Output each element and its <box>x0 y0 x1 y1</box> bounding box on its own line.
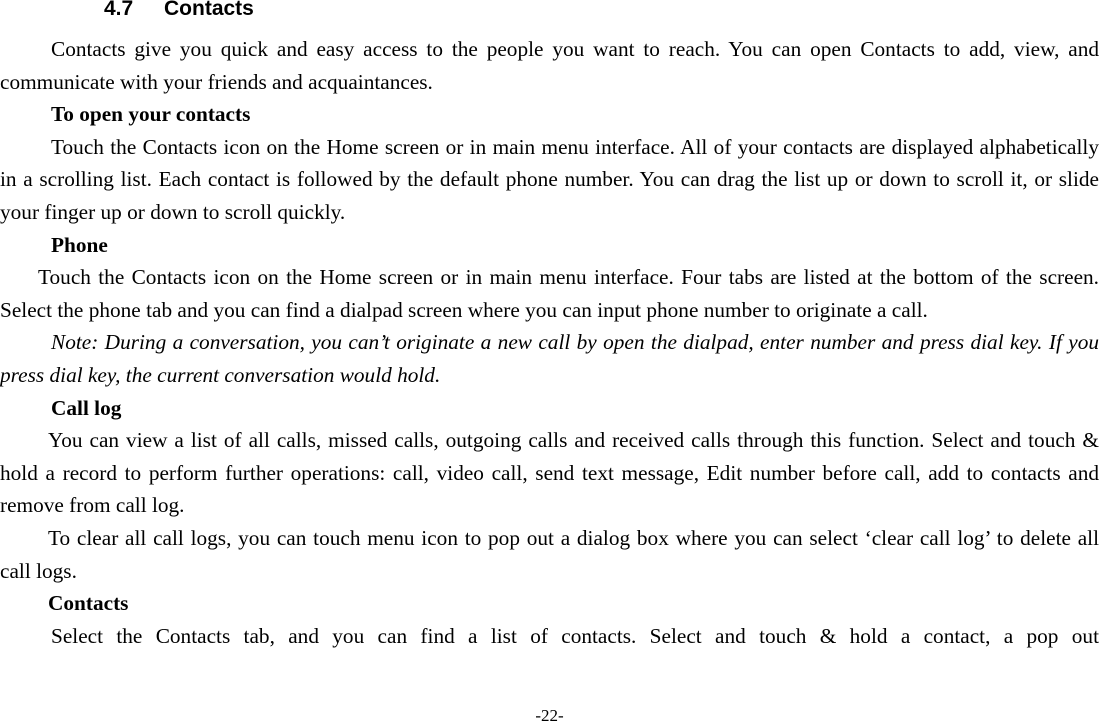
contacts-tab-heading: Contacts <box>48 591 129 616</box>
section-title: Contacts <box>164 0 254 20</box>
open-contacts-paragraph: Touch the Contacts icon on the Home screen or in main menu interface. All of your contacts are displayed alphabetically in a scrolling list. Each contact is followed by the default phone number. You can drag the list up or down to scroll it, or slide your finger up or down to scroll quickly. <box>0 134 1099 224</box>
phone-heading: Phone <box>51 232 108 257</box>
call-log-heading: Call log <box>51 395 122 420</box>
page-number: -22- <box>535 706 564 725</box>
section-number: 4.7 <box>104 0 134 20</box>
call-log-paragraph: You can view a list of all calls, missed calls, outgoing calls and received calls through this function. Select and touch & hold a record to perform further operations: call, video call, send text message, Edit number before call, add to contacts and remove from call log. <box>0 428 1099 518</box>
intro-paragraph: Contacts give you quick and easy access to the people you want to reach. You can open Contacts to add, view, and communicate with your friends and acquaintances. <box>0 37 1099 94</box>
phone-note: Note: During a conversation, you can’t originate a new call by open the dialpad, enter number and press dial key. If you press dial key, the current conversation would hold. <box>0 330 1099 387</box>
clear-call-log-paragraph: To clear all call logs, you can touch menu icon to pop out a dialog box where you can select ‘clear call log’ to delete all call logs. <box>0 525 1099 583</box>
contacts-tab-paragraph: Select the Contacts tab, and you can find a list of contacts. Select and touch & hold a contact, a pop out <box>51 623 1099 648</box>
body-text <box>0 33 1099 652</box>
phone-paragraph: Touch the Contacts icon on the Home screen or in main menu interface. Four tabs are listed at the bottom of the screen. Select the phone tab and you can find a dialpad screen where you can input phone number to originate a call. <box>0 265 1099 322</box>
open-contacts-heading: To open your contacts <box>51 102 251 127</box>
section-heading <box>104 0 254 22</box>
